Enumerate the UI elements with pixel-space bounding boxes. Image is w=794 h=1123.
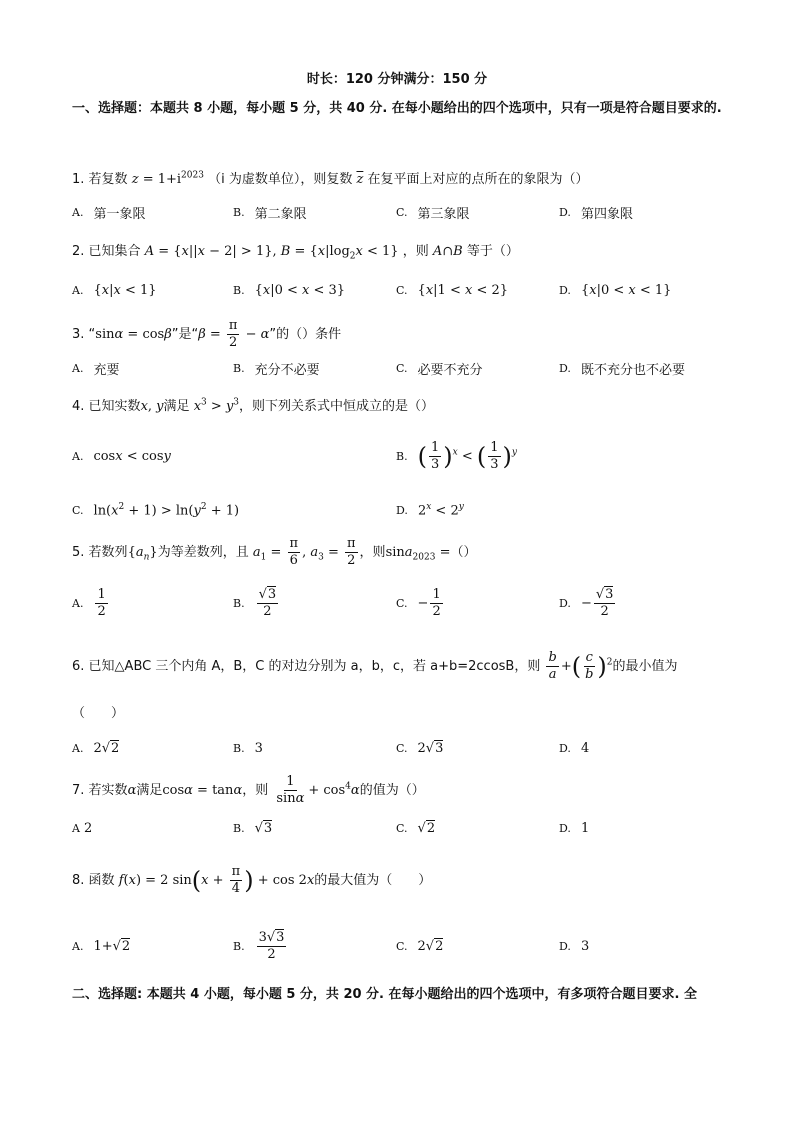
q5-option-b[interactable]: B. $\frac{√3}{2}$ [233, 586, 277, 619]
question-2: 2. 已知集合 A = {x||x − 2| > 1}, $B = \{x|\log_2x < 1\}$ ，则 A∩B 等于（） [72, 244, 519, 262]
q5-terms-formula: $a_1$ = $\frac{\pi}{6}$ , $a_3$ = $\frac{\pi}{2}$ [252, 536, 356, 568]
q2-option-b[interactable]: B. {x|0 < x < 3} [233, 282, 346, 298]
q3-conclusion-formula: β = $\frac{\pi}{2}$ − α [198, 318, 270, 350]
question-5-options [72, 583, 732, 623]
q3-condition-formula: sinα = cosβ [95, 327, 172, 342]
section-one-instructions: 一、选择题：本题共 8 小题，每小题 5 分，共 40 分. 在每小题给出的四个选项中，只有一项是符合题目要求的. [72, 101, 722, 116]
q7-option-c[interactable]: C. √2 [396, 820, 436, 836]
q5-option-a[interactable]: A. $\frac{1}{2}$ [72, 586, 106, 619]
q2-set-a-formula: A = {x||x − 2| > 1}, $B = \{x|\log_2x < 1\}$ [144, 244, 399, 262]
q5-option-d[interactable]: D. − $\frac{√3}{2}$ [559, 586, 614, 619]
q6-expression: $\frac{b}{a}$ +( $\frac{c}{b}$ )$^2$ [548, 650, 613, 682]
q7-option-b[interactable]: B. √3 [233, 820, 273, 836]
question-6-options [72, 728, 732, 768]
q2-intersection-formula: A∩B [432, 244, 463, 259]
q2-option-c[interactable]: C. {x|1 < x < 2} [396, 282, 509, 298]
q6-option-d[interactable]: D. 4 [559, 740, 590, 756]
q8-option-d[interactable]: D. 3 [559, 938, 590, 954]
q3-option-c[interactable]: C. 必要不充分 [396, 361, 483, 378]
q4-variables: x, y [140, 399, 164, 414]
q1-conjugate-z: $\overline{z}$ [356, 172, 364, 187]
q7-expression: $\frac{1}{\sin\alpha}$ + $\cos^4\alpha$ [276, 774, 360, 806]
question-4-options-row-1 [72, 432, 732, 480]
q5-target: sina$_{2023}$ = [385, 545, 451, 563]
question-6: 6. 已知△ABC 三个内角 A，B，C 的对边分别为 a，b，c，若 a+b=2ccosB，则 $\frac{b}{a}$ +( $\frac{c}{b}$ )$^2$的最小值为 [72, 650, 678, 682]
q2-option-a[interactable]: A. {x|x < 1} [72, 282, 157, 298]
q4-option-b[interactable]: B. ( $\frac{1}{3}$ )$^x$ < ( $\frac{1}{3}$ )$^y$ [396, 439, 517, 472]
q1-complex-formula: $z = 1+i^{2023}$ [131, 170, 204, 187]
q3-option-b[interactable]: B. 充分不必要 [233, 361, 320, 378]
q1-option-c[interactable]: C. 第三象限 [396, 205, 470, 222]
q6-option-a[interactable]: A. 2√2 [72, 740, 120, 756]
q3-option-a[interactable]: A. 充要 [72, 361, 120, 378]
q7-alpha: α [127, 783, 137, 798]
q4-option-a[interactable]: A. cosx < cosy [72, 448, 171, 464]
q1-option-a[interactable]: A. 第一象限 [72, 205, 146, 222]
question-4-options-row-2 [72, 490, 732, 530]
question-3-options [72, 348, 732, 388]
q5-option-c[interactable]: C. − $\frac{1}{2}$ [396, 586, 441, 619]
q6-option-b[interactable]: B. 3 [233, 740, 263, 756]
question-5: 5. 若数列$\{a_n\}$为等差数列，且 $a_1$ = $\frac{\pi}{6}$ , $a_3$ = $\frac{\pi}{2}$ ，则sina$_{2023}$ =（） [72, 536, 477, 568]
q8-option-b[interactable]: B. $\frac{3√3}{2}$ [233, 929, 285, 962]
question-3: 3. “sinα = cosβ”是“β = $\frac{\pi}{2}$ − α”的（）条件 [72, 318, 342, 350]
question-8-options [72, 926, 732, 966]
q7-option-d[interactable]: D. 1 [559, 820, 590, 836]
q3-option-d[interactable]: D. 既不充分也不必要 [559, 361, 685, 378]
q8-option-a[interactable]: A. 1+√2 [72, 938, 131, 954]
q8-option-c[interactable]: C. 2√2 [396, 938, 444, 954]
q4-option-d[interactable]: D. $2^x < 2^y$ [396, 501, 464, 519]
q8-function-formula: f(x) = 2 sin(x + $\frac{\pi}{4}$ ) + cos 2x [118, 864, 315, 896]
question-1-options [72, 192, 732, 232]
question-7: 7. 若实数α满足cosα = tanα，则 $\frac{1}{\sin\alpha}$ + $\cos^4\alpha$的值为（） [72, 774, 425, 806]
question-8: 8. 函数 f(x) = 2 sin(x + $\frac{\pi}{4}$ ) + cos 2x的最大值为（ ） [72, 864, 432, 896]
question-1: 1. 若复数 $z = 1+i^{2023}$ （i 为虚数单位），则复数 $\overline{z}$ 在复平面上对应的点所在的象限为（） [72, 170, 589, 187]
question-2-options [72, 270, 732, 310]
section-two-instructions: 二、选择题: 本题共 4 小题，每小题 5 分，共 20 分. 在每小题给出的四个选项中，有多项符合题目要求. 全 [72, 987, 697, 1002]
q6-option-c[interactable]: C. 2√3 [396, 740, 444, 756]
q4-option-c[interactable]: C. $\ln(x^2 + 1) > \ln(y^2 + 1)$ [72, 501, 240, 519]
q5-sequence: $\{a_n\}$ [127, 545, 158, 563]
q6-answer-paren: （ ） [72, 706, 125, 721]
q7-option-a[interactable]: A 2 [72, 820, 93, 836]
question-7-options [72, 808, 732, 848]
q4-condition-formula: $x^3 > y^3$ [193, 397, 240, 414]
q7-condition-formula: cosα = tanα [162, 783, 243, 798]
exam-header: 时长：120 分钟满分：150 分 [306, 72, 488, 87]
q2-option-d[interactable]: D. {x|0 < x < 1} [559, 282, 672, 298]
q1-option-b[interactable]: B. 第二象限 [233, 205, 307, 222]
question-4: 4. 已知实数x, y满足 $x^3 > y^3$，则下列关系式中恒成立的是（） [72, 397, 435, 414]
q1-option-d[interactable]: D. 第四象限 [559, 205, 633, 222]
